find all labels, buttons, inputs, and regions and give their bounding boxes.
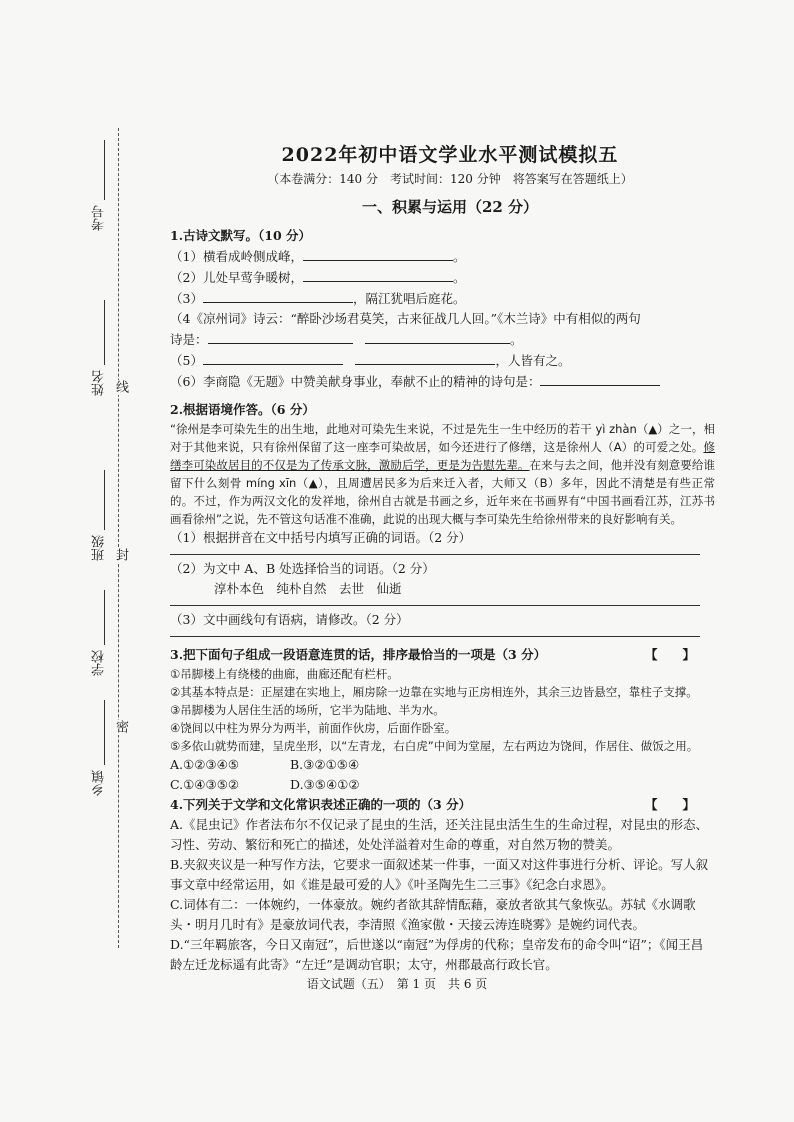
q1-item-6: （6）李商隐《无题》中赞美献身事业，奉献不止的精神的诗句是： [170, 371, 715, 392]
answer-blank[interactable] [208, 329, 353, 344]
q3-sentence: ③吊脚楼为人居住生活的场所，它半为陆地、半为水。 [170, 703, 445, 717]
q3-option-d[interactable]: D.③⑤④①② [290, 777, 360, 792]
field-name-label: 姓名 [92, 370, 107, 396]
exam-content [170, 226, 715, 975]
q3-sentence: ④饶间以中柱为界分为两半，前面作伙房，后面作卧室。 [170, 721, 457, 735]
page-title: 2022年初中语文学业水平测试模拟五 [281, 144, 619, 166]
q1-item-3: （3） ，隔江犹唱后庭花。 [170, 288, 715, 309]
page-footer: 语文试题（五） 第 1 页 共 6 页 [306, 977, 488, 991]
field-exam-number-label: 考号 [92, 205, 107, 231]
section-title: 一、积累与运用（22 分） [361, 198, 539, 216]
answer-line[interactable] [170, 599, 700, 606]
binding-mark-line: 线 [113, 380, 128, 395]
q3-sentence: ①吊脚楼上有绕楼的曲廊，曲廊还配有栏杆。 [170, 667, 399, 681]
q1-item-2: （2）儿处早莺争暖树， 。 [170, 267, 715, 288]
binding-dashed-line [118, 128, 119, 948]
binding-mark-seal: 封 [113, 548, 128, 563]
binding-mark-secret: 密 [113, 720, 128, 735]
answer-blank[interactable] [303, 267, 453, 282]
q3-sentence: ⑤多依山就势而建，呈虎坐形，以“左青龙，右白虎”中间为堂屋，左右两边为饶间，作居住、做饭之用。 [170, 739, 699, 753]
answer-blank[interactable] [203, 350, 343, 365]
q4-heading: 4.下列关于文学和文化常识表述正确的一项的（3 分） 【 】 [170, 795, 715, 815]
q2-underlined-sentence: 修缮李可染故居目的不仅是为了传承文脉，激励后学，更是为告慰先辈。 [170, 440, 715, 472]
field-school-label: 学校 [92, 650, 107, 676]
field-township-label: 乡镇 [92, 770, 107, 796]
field-class-label: 班级 [92, 535, 107, 561]
exam-info: （本卷满分：140 分 考试时间：120 分钟 将答案写在答题纸上） [267, 172, 633, 186]
q4-option-a[interactable]: A.《昆虫记》作者法布尔不仅记录了昆虫的生活，还关注昆虫活生生的生命过程，对昆虫的形态、习性、劳动、繁衍和死亡的描述，处处洋溢着对生命的尊重，对自然万物的赞美。 [170, 817, 709, 852]
q3-options-row-2 [170, 775, 715, 795]
answer-bracket[interactable]: 【 】 [644, 797, 695, 812]
q3-sentence: ②其基本特点是：正屋建在实地上，厢房除一边靠在实地与正房相连外，其余三边皆悬空，靠柱子支撑。 [170, 685, 698, 699]
q1-item-4: （4《凉州词》诗云：“醉卧沙场君莫笑，古来征战几人回。”《木兰诗》中有相似的两句 [170, 311, 641, 326]
q3-options-row-1 [170, 755, 715, 775]
q3-option-a[interactable]: A.①②③④⑤ [170, 757, 240, 772]
q3-sentences [170, 665, 715, 755]
answer-line[interactable] [170, 630, 700, 637]
q3-option-c[interactable]: C.①④③⑤② [170, 777, 240, 792]
answer-line[interactable] [170, 548, 700, 555]
answer-blank[interactable] [355, 350, 495, 365]
answer-bracket[interactable]: 【 】 [644, 647, 695, 662]
q3-option-b[interactable]: B.③②①⑤④ [290, 757, 360, 772]
field-township-line [104, 700, 105, 765]
q3-heading: 3.把下面句子组成一段语意连贯的话，排序最恰当的一项是（3 分） 【 】 [170, 645, 715, 665]
field-school-line [104, 590, 105, 645]
q4-option-d[interactable]: D.“三年羁旅客，今日又南冠”，后世遂以“南冠”为俘虏的代称；皇帝发布的命令叫“诏”；《闻王昌龄左迁龙标遥有此寄》“左迁”是调动官职；太守，州郡最高行政长官。 [170, 937, 704, 972]
answer-blank[interactable] [540, 371, 660, 386]
q2-passage: “徐州是李可染先生的出生地，此地对可染先生来说，不过是先生一生中经历的若干 yì zhàn（▲）之一，相对于其他来说，只有徐州保留了这一座李可染故居，如今还进行了修缮，这是徐州人（A）的可爱之处。修缮李可染故居目的不仅是为了传承文脉，激励后学，更是为告慰先辈。在来与去之间，他并没有刻意要给谁留下什么刻骨 míng xīn（▲），且周遭居民多为后来迁入者，大师又（B）多年，因此不清楚是有些正常的。不过，作为两汉文化的发祥地，徐州自古就是书画之乡，近年来在书画界有“中国书画看江苏，江苏书画看徐州”之说，先不管这句话准不准确，此说的出现大概与李可染先生给徐州带来的良好影响有关。 [170, 422, 715, 526]
q2-sub-2: （2）为文中 A、B 处选择恰当的词语。（2 分） [170, 561, 435, 576]
field-exam-number-line [104, 140, 105, 200]
q1-item-1: （1）横看成岭侧成峰， 。 [170, 246, 715, 267]
q2-sub-3: （3）文中画线句有语病，请修改。（2 分） [170, 612, 409, 627]
q1-heading: 1.古诗文默写。（10 分） [170, 228, 312, 243]
field-name-line [104, 300, 105, 365]
answer-blank[interactable] [365, 329, 510, 344]
q2-heading: 2.根据语境作答。（6 分） [170, 402, 315, 417]
answer-blank[interactable] [303, 246, 453, 261]
q2-sub-1: （1）根据拼音在文中括号内填写正确的词语。（2 分） [170, 530, 472, 545]
q4-option-c[interactable]: C.词体有二：一体婉约，一体豪放。婉约者欲其辞情酝藉，豪放者欲其气象恢弘。苏轼《水调歌头・明月几时有》是豪放词代表，李清照《渔家傲・天接云涛连晓雾》是婉约词代表。 [170, 897, 696, 932]
answer-blank[interactable] [203, 288, 353, 303]
q2-word-choices: 淳朴本色 纯朴自然 去世 仙逝 [214, 581, 402, 596]
field-class-line [104, 470, 105, 530]
q1-item-4-answer: 诗是： 。 [170, 329, 715, 350]
q1-item-5: （5） ，人皆有之。 [170, 350, 715, 371]
q4-option-b[interactable]: B.夹叙夹议是一种写作方法，它要求一面叙述某一件事，一面又对这件事进行分析、评论。写人叙事文章中经常运用，如《谁是最可爱的人》《叶圣陶先生二三事》《纪念白求恩》。 [170, 857, 709, 892]
